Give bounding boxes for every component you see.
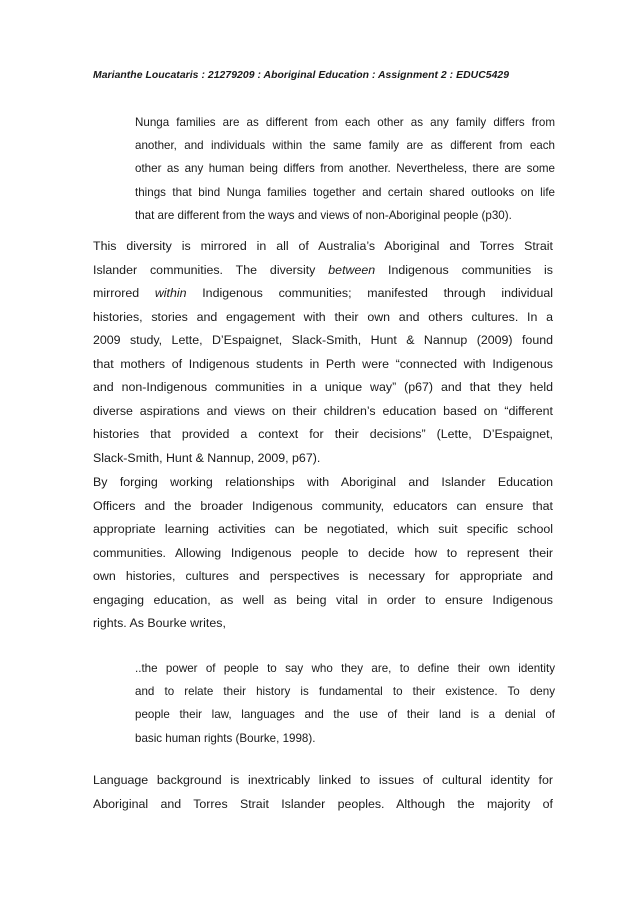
block-quote-nunga [135, 111, 555, 227]
emphasis-between: between [328, 262, 376, 277]
paragraph-line: This diversity is mirrored in all of Australia’s Aboriginal and Torres Strait [93, 239, 553, 253]
paragraph-line: Officers and the broader Indigenous community, educators can ensure that [93, 498, 553, 513]
paragraph-line: rights. As Bourke writes, [93, 616, 226, 630]
text-run: Indigenous communities is [375, 262, 553, 277]
running-header: Marianthe Loucataris : 21279209 : Aboriginal Education : Assignment 2 : EDUC5429 [93, 70, 510, 81]
quote-line: and to relate their history is fundamental to their existence. To deny [135, 685, 555, 699]
paragraph-line: histories that provided a context for their decisions” (Lette, D’Espaignet, [93, 427, 553, 441]
quote-line: that are different from the ways and views of non-Aboriginal people (p30). [135, 208, 512, 222]
paragraph-line: appropriate learning activities can be negotiated, which suit specific school [93, 522, 553, 536]
paragraph-working-relationships [93, 471, 553, 636]
block-quote-bourke [135, 657, 555, 750]
paragraph-line [93, 259, 553, 283]
quote-line: basic human rights (Bourke, 1998). [135, 731, 316, 745]
paragraph-line: engaging education, as well as being vital in order to ensure Indigenous [93, 592, 553, 607]
text-run: Islander communities. The diversity [93, 262, 329, 277]
paragraph-line: that mothers of Indigenous students in Perth were “connected with Indigenous [93, 356, 553, 371]
paragraph-line: Aboriginal and Torres Strait Islander peoples. Although the majority of [93, 796, 553, 811]
paragraph-line: diverse aspirations and views on their children’s education based on “different [93, 403, 553, 418]
emphasis-within: within [154, 286, 187, 300]
quote-line: ..the power of people to say who they are, to define their own identity [135, 662, 555, 675]
paragraph-line: Language background is inextricably linked to issues of cultural identity for [93, 773, 553, 787]
paragraph-line: own histories, cultures and perspectives is necessary for appropriate and [93, 569, 553, 583]
text-run: Indigenous communities; manifested through individual [186, 286, 553, 300]
quote-line: people their law, languages and the use of their land is a denial of [135, 708, 555, 722]
paragraph-line: communities. Allowing Indigenous people to decide how to represent their [93, 545, 553, 560]
paragraph-line: 2009 study, Lette, D’Espaignet, Slack-Smith, Hunt & Nannup (2009) found [93, 333, 553, 347]
paragraph-line: Slack-Smith, Hunt & Nannup, 2009, p67). [93, 450, 321, 465]
paragraph-diversity [93, 235, 553, 470]
quote-line: another, and individuals within the same family are as different from each [135, 139, 555, 153]
paragraph-language-background [93, 769, 553, 816]
quote-line: things that bind Nunga families together and certain shared outlooks on life [135, 185, 555, 199]
paragraph-line: histories, stories and engagement with their own and others cultures. In a [93, 309, 553, 324]
paragraph-line [93, 282, 553, 306]
paragraph-line: By forging working relationships with Aboriginal and Islander Education [93, 475, 553, 489]
quote-line: other as any human being differs from another. Nevertheless, there are some [135, 162, 555, 176]
paragraph-line: and non-Indigenous communities in a unique way” (p67) and that they held [93, 380, 553, 394]
quote-line: Nunga families are as different from each other as any family differs from [135, 116, 555, 129]
text-run: mirrored [93, 286, 155, 300]
